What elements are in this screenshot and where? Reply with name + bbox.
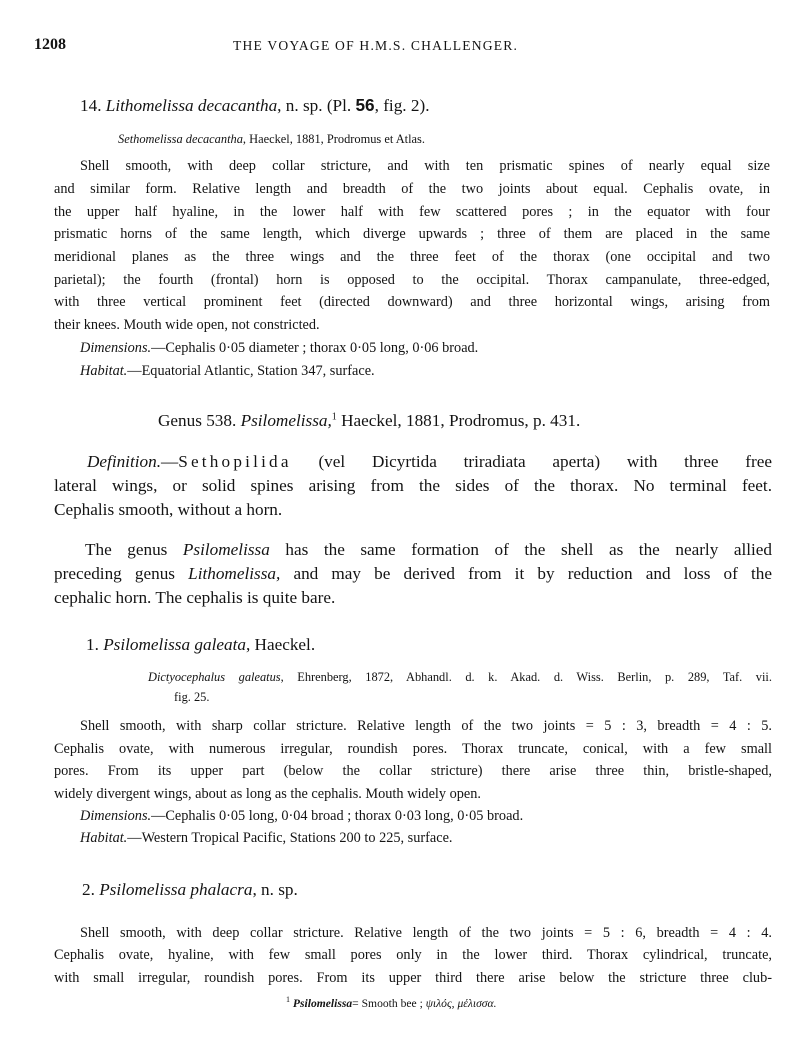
genus-prefix: Genus 538. [158, 411, 237, 430]
description-line: parietal); the fourth (frontal) horn is opposed to the occipital. Thorax campanulate, three-edged, [54, 272, 770, 288]
description-line: and similar form. Relative length and breadth of the two joints about equal. Cephalis ovate, in [54, 181, 770, 197]
footnote-mark: 1 [286, 995, 290, 1004]
description-line: Shell smooth, with deep collar stricture. Relative length of the two joints = 5 : 6, breadth = 4 : 4. [80, 925, 772, 941]
dimensions-label: Dimensions. [80, 340, 152, 356]
genus-paragraph-line: cephalic horn. The cephalis is quite bare. [54, 588, 336, 607]
habitat-label: Habitat. [80, 830, 128, 846]
description-line: Cephalis ovate, hyaline, with few small pores only in the lower third. Thorax cylindrical, truncate, [54, 947, 772, 963]
definition-line: Cephalis smooth, without a horn. [54, 500, 283, 519]
page-number: 1208 [34, 36, 66, 53]
definition-dash: — [161, 452, 179, 471]
synonym-ref: , Haeckel, 1881, Prodromus et Atlas. [242, 132, 425, 146]
dimensions-label: Dimensions. [80, 808, 152, 824]
synonym-name: Dictyocephalus galeatus [148, 670, 281, 684]
habitat-text: —Western Tropical Pacific, Stations 200 to 225, surface. [127, 830, 453, 846]
description-line: Cephalis ovate, with numerous irregular, roundish pores. Thorax truncate, conical, with a few small [54, 741, 772, 757]
description-line: meridional planes as the three wings and the three feet of the thorax (one occipital and two [54, 249, 770, 265]
description-line-last: their knees. Mouth wide open, not constricted. [54, 317, 320, 333]
description-line: Shell smooth, with deep collar stricture, and with ten prismatic spines of nearly equal size [80, 158, 770, 174]
plate-number: 56 [355, 95, 375, 115]
habitat-line [80, 363, 375, 380]
definition-line [87, 452, 772, 472]
text: The genus [85, 540, 168, 559]
running-title: THE VOYAGE OF H.M.S. CHALLENGER. [233, 38, 519, 53]
description-line: prismatic horns of the same length, which diverge upwards ; three of them are placed in the same [54, 226, 770, 242]
definition-label: Definition. [87, 452, 161, 471]
genus-paragraph-line [54, 564, 772, 584]
species-2-heading [82, 880, 298, 900]
footnote [286, 995, 497, 1010]
dimensions-text: —Cephalis 0·05 long, 0·04 broad ; thorax 0·03 long, 0·05 broad. [151, 808, 524, 824]
synonym-line: fig. 25. [174, 690, 210, 704]
species-authority: , Haeckel. [245, 635, 316, 654]
dimensions-text: —Cephalis 0·05 diameter ; thorax 0·05 long, 0·06 broad. [151, 340, 479, 356]
definition-line: lateral wings, or solid spines arising from the sides of the thorax. No terminal feet. [54, 476, 772, 495]
dimensions-line [80, 340, 478, 357]
genus-suffix: Haeckel, 1881, Prodromus, p. 431. [341, 411, 581, 430]
species-number: 2. [82, 880, 95, 899]
species-name: Lithomelissa decacantha [105, 96, 278, 115]
species-number: 14. [80, 96, 102, 115]
species-authority: , n. sp. [252, 880, 298, 899]
text: preceding genus [54, 564, 175, 583]
synonym-ref: , Ehrenberg, 1872, Abhandl. d. k. Akad. d. Wiss. Berlin, p. 289, Taf. vii. [280, 670, 772, 684]
description-line: pores. From its upper part (below the collar stricture) there arise three thin, bristle-shaped, [54, 763, 772, 779]
definition-family: Sethopilida [178, 452, 292, 471]
description-line: Shell smooth, with sharp collar stricture. Relative length of the two joints = 5 : 3, breadth = 4 : 5. [80, 718, 772, 734]
footnote-greek: ψιλός, μέλισσα. [425, 996, 497, 1010]
habitat-text: —Equatorial Atlantic, Station 347, surface. [127, 363, 375, 379]
habitat-label: Habitat. [80, 363, 128, 379]
species-authority: , n. sp. (Pl. [277, 96, 352, 115]
genus-name-ref: Lithomelissa, [188, 564, 281, 583]
species-1-heading [86, 635, 315, 655]
species-14-heading [80, 95, 430, 116]
description-line-last: widely divergent wings, about as long as the cephalis. Mouth widely open. [54, 786, 481, 802]
species-name: Psilomelissa phalacra [99, 880, 253, 899]
description-line: with three vertical prominent feet (directed downward) and three horizontal wings, arising from [54, 294, 770, 310]
habitat-line [80, 830, 453, 847]
description-line: the upper half hyaline, in the lower half with few scattered pores ; in the equator with four [54, 204, 770, 220]
description-line: with small irregular, roundish pores. From its upper third there arise below the stricture three club- [54, 970, 772, 986]
text: has the same formation of the shell as the nearly allied [285, 540, 773, 559]
dimensions-line [80, 808, 523, 825]
footnote-term: Psilomelissa [292, 996, 353, 1010]
species-number: 1. [86, 635, 99, 654]
synonym-line [148, 670, 772, 685]
text: and may be derived from it by reduction and loss of the [293, 564, 773, 583]
definition-rest: (vel Dicyrtida triradiata aperta) with three free [318, 452, 773, 471]
genus-name-ref: Psilomelissa [182, 540, 270, 559]
figure-ref: , fig. 2). [374, 96, 430, 115]
genus-heading [158, 411, 580, 431]
synonym-line [118, 132, 425, 147]
footnote-text: = Smooth bee ; [352, 996, 423, 1010]
synonym-name: Sethomelissa decacantha [118, 132, 243, 146]
genus-paragraph-line [85, 540, 772, 560]
footnote-mark: 1 [331, 411, 337, 423]
species-name: Psilomelissa galeata [103, 635, 246, 654]
genus-name: Psilomelissa, [240, 411, 332, 430]
